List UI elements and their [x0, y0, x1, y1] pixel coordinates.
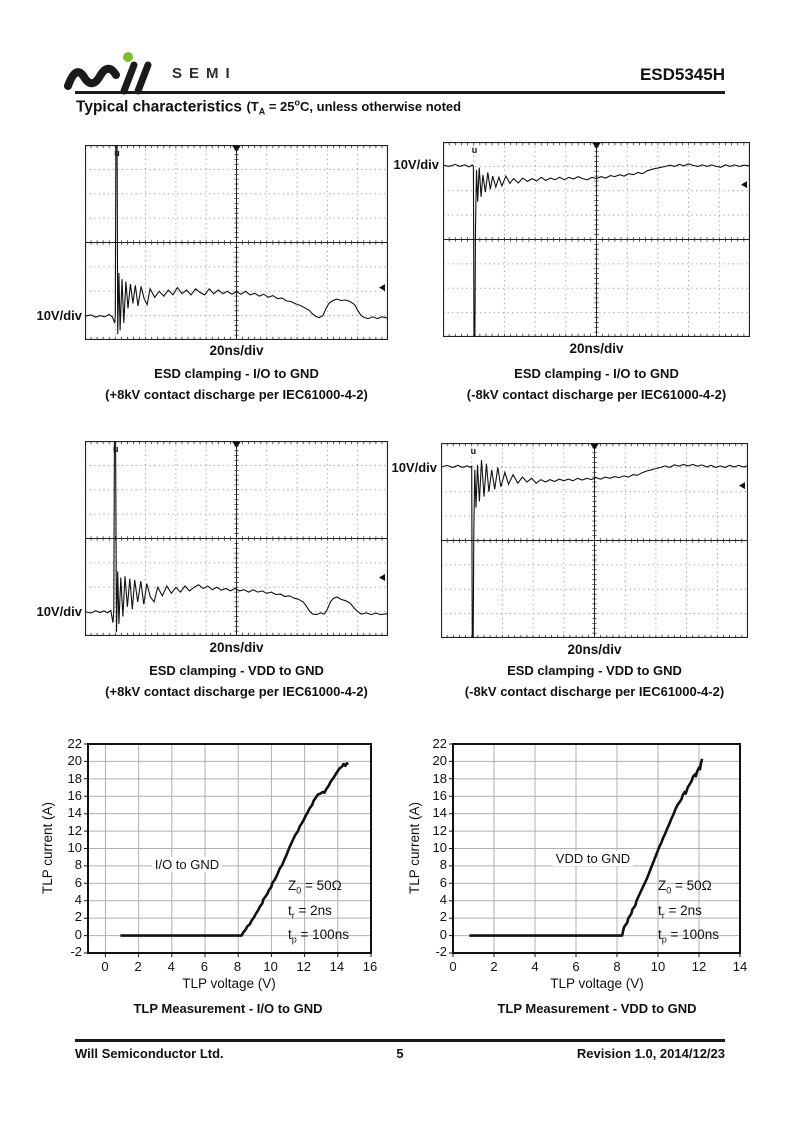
trigger-time-marker — [233, 146, 241, 152]
logo-wave — [68, 69, 116, 86]
tlp2-parameters — [658, 876, 719, 950]
tlp1-annotation: I/O to GND — [117, 857, 257, 872]
x-tick-label: 0 — [449, 959, 457, 974]
footer-page-number: 5 — [396, 1046, 404, 1061]
y-tick-label: 22 — [432, 736, 447, 751]
scope4-vdiv-label: 10V/div — [391, 460, 437, 475]
footer-rule — [75, 1039, 725, 1042]
tlp1-y-tick-labels — [52, 736, 82, 960]
param-z0: $Z_0 = 50\Omega$ — [288, 878, 342, 896]
scope3-tdiv-label: 20ns/div — [209, 640, 264, 655]
y-tick-label: 22 — [67, 736, 82, 751]
footer-company: Will Semiconductor Ltd. — [75, 1046, 224, 1061]
scope-waveform-vdd-to-gnd-neg8kv — [441, 443, 748, 638]
x-tick-label: 12 — [691, 959, 707, 974]
x-tick-label: 8 — [613, 959, 621, 974]
header-rule — [75, 91, 725, 94]
y-tick-label: 2 — [74, 909, 82, 925]
part-number: ESD5345H — [639, 65, 725, 84]
level-arrow-marker — [379, 284, 385, 291]
scope4-tdiv-label: 20ns/div — [567, 642, 622, 657]
x-tick-label: 14 — [329, 959, 345, 974]
scope4-subcaption: (-8kV contact discharge per IEC61000-4-2) — [464, 684, 725, 699]
y-tick-label: -2 — [70, 943, 82, 959]
x-tick-label: 12 — [296, 959, 311, 974]
scope1-tdiv-label: 20ns/div — [209, 343, 264, 358]
scope2-subcaption: (-8kV contact discharge per IEC61000-4-2) — [466, 387, 727, 402]
x-tick-label: 8 — [233, 959, 242, 974]
logo-slash-1 — [124, 65, 134, 91]
tlp1-x-axis-title: TLP voltage (V) — [182, 976, 276, 991]
tlp2-y-axis-title: TLP current (A) — [407, 801, 422, 895]
param-tp: $t_p = 100ns$ — [658, 927, 719, 946]
scope3-caption: ESD clamping - VDD to GND — [149, 663, 324, 678]
tlp1-x-tick-labels — [91, 959, 384, 974]
x-tick-label: 0 — [101, 959, 109, 974]
y-tick-label: 4 — [439, 891, 447, 907]
y-tick-label: 0 — [439, 926, 447, 942]
scope2-vdiv-label: 10V/div — [393, 157, 439, 172]
tlp2-caption: TLP Measurement - VDD to GND — [497, 1001, 697, 1016]
tlp1-caption: TLP Measurement - I/O to GND — [133, 1001, 323, 1016]
y-tick-label: -2 — [435, 943, 447, 959]
y-tick-label: 20 — [67, 753, 82, 769]
scope-waveform-io-to-gnd-pos8kv — [85, 145, 388, 340]
param-z0: $Z_0 = 50\Omega$ — [658, 878, 712, 896]
y-tick-label: 20 — [432, 753, 447, 769]
x-tick-label: 16 — [362, 959, 378, 974]
y-tick-label: 18 — [67, 770, 82, 786]
scope-waveform-io-to-gnd-neg8kv — [443, 142, 750, 337]
scope2-caption: ESD clamping - I/O to GND — [514, 366, 679, 381]
tlp2-annotation: VDD to GND — [523, 851, 663, 866]
y-tick-label: 16 — [67, 787, 82, 803]
x-tick-label: 10 — [650, 959, 666, 974]
y-tick-label: 12 — [67, 822, 82, 838]
page-title — [76, 98, 461, 117]
footer-revision: Revision 1.0, 2014/12/23 — [576, 1046, 725, 1061]
y-tick-label: 10 — [67, 839, 82, 855]
trigger-label: u — [471, 145, 478, 155]
x-tick-label: 2 — [490, 959, 498, 974]
scope1-subcaption: (+8kV contact discharge per IEC61000-4-2) — [105, 387, 368, 402]
y-tick-label: 10 — [432, 839, 447, 855]
x-tick-label: 4 — [167, 959, 175, 974]
logo-green-dot — [123, 52, 133, 62]
scope-waveform-vdd-to-gnd-pos8kv — [85, 441, 388, 636]
param-tr: $t_r = 2ns$ — [658, 902, 702, 921]
trigger-time-marker — [593, 143, 601, 149]
trigger-label: u — [114, 148, 120, 158]
trigger-label: u — [470, 446, 477, 456]
level-arrow-marker — [739, 482, 745, 489]
param-tr: $t_r = 2ns$ — [288, 902, 332, 921]
scope1-caption: ESD clamping - I/O to GND — [154, 366, 319, 381]
x-tick-label: 10 — [263, 959, 278, 974]
y-tick-label: 18 — [432, 770, 447, 786]
tlp1-y-axis-title: TLP current (A) — [40, 801, 55, 895]
y-tick-label: 2 — [439, 909, 447, 925]
y-tick-label: 6 — [439, 874, 447, 890]
x-tick-label: 14 — [732, 959, 748, 974]
trigger-label: u — [112, 444, 119, 454]
y-tick-label: 14 — [67, 805, 82, 821]
tlp1-parameters — [288, 876, 349, 950]
title-main: Typical characteristics — [76, 98, 242, 116]
y-tick-label: 14 — [432, 805, 447, 821]
y-tick-label: 8 — [439, 857, 447, 873]
will-semi-logo — [64, 50, 164, 96]
param-tp: $t_p = 100ns$ — [288, 927, 349, 946]
scope3-vdiv-label: 10V/div — [36, 604, 82, 619]
y-tick-label: 0 — [74, 926, 82, 942]
y-tick-label: 6 — [74, 874, 82, 890]
tlp2-x-tick-labels — [439, 959, 754, 974]
y-tick-label: 8 — [74, 857, 82, 873]
trigger-time-marker — [591, 444, 599, 450]
scope3-subcaption: (+8kV contact discharge per IEC61000-4-2) — [105, 684, 368, 699]
level-arrow-marker — [741, 181, 747, 188]
x-tick-label: 2 — [134, 959, 142, 974]
title-condition: ($T_A = 25^oC$, unless otherwise noted — [246, 98, 462, 117]
level-arrow-marker — [379, 574, 385, 581]
tlp2-x-axis-title: TLP voltage (V) — [550, 976, 644, 991]
logo-slash-2 — [138, 65, 148, 91]
y-tick-label: 16 — [432, 787, 447, 803]
x-tick-label: 6 — [200, 959, 208, 974]
scope4-caption: ESD clamping - VDD to GND — [507, 663, 682, 678]
x-tick-label: 4 — [531, 959, 539, 974]
scope1-vdiv-label: 10V/div — [36, 308, 82, 323]
brand-text: SEMI — [172, 65, 237, 82]
y-tick-label: 4 — [74, 891, 82, 907]
trigger-time-marker — [233, 442, 241, 448]
y-tick-label: 12 — [432, 822, 447, 838]
x-tick-label: 6 — [572, 959, 580, 974]
scope2-tdiv-label: 20ns/div — [569, 341, 624, 356]
